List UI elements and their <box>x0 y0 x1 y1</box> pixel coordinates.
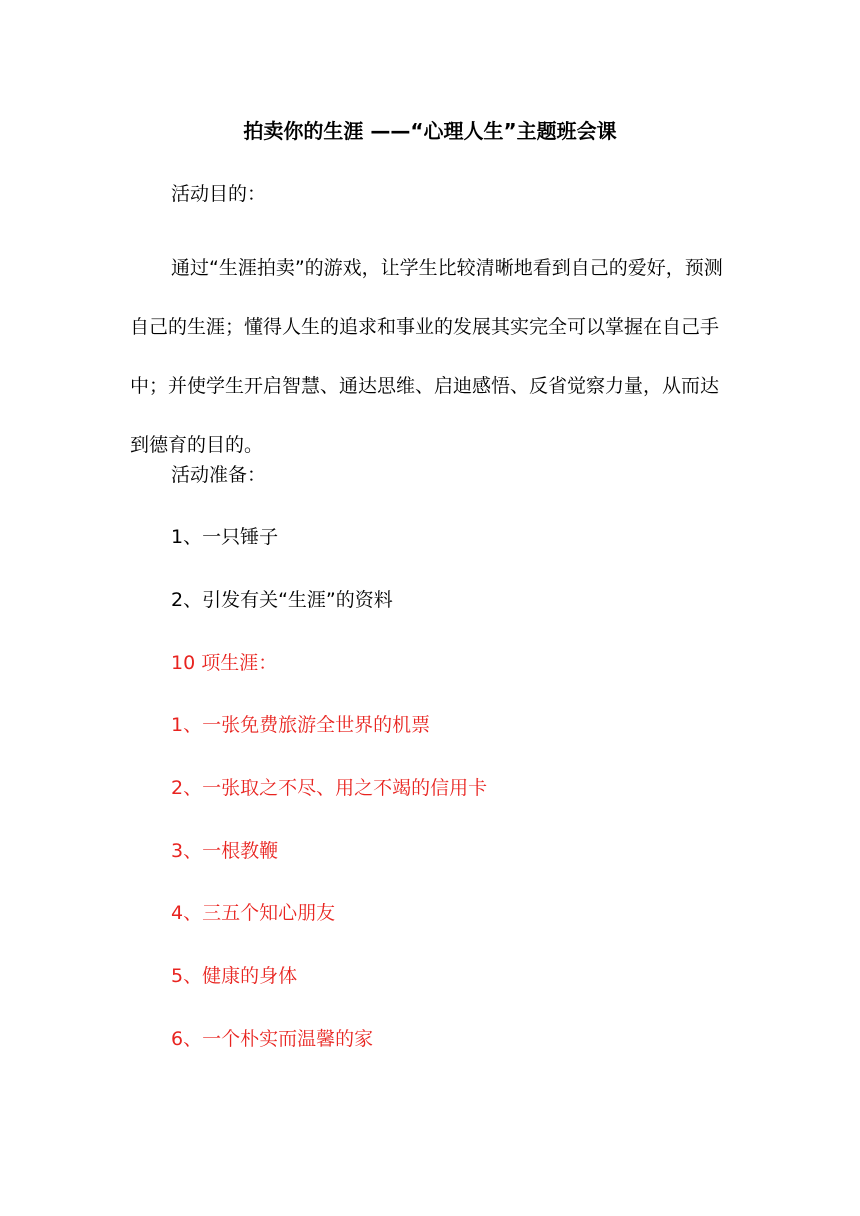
career-item: 2、一张取之不尽、用之不竭的信用卡 <box>171 777 488 799</box>
purpose-paragraph: 通过“生涯拍卖”的游戏，让学生比较清晰地看到自己的爱好，预测自己的生涯；懂得人生的追求和事业的发展其实完全可以掌握在自己手中；并使学生开启智慧、通达思维、启迪感悟、反省觉察力量，从而达到德育的目的。 <box>130 257 723 456</box>
career-item: 5、健康的身体 <box>171 965 298 987</box>
career-item: 3、一根教鞭 <box>171 840 279 862</box>
career-item: 6、一个朴实而温馨的家 <box>171 1028 374 1050</box>
career-item: 4、三五个知心朋友 <box>171 902 336 924</box>
purpose-heading: 活动目的： <box>171 183 267 205</box>
careers-heading: 10 项生涯： <box>171 652 278 674</box>
career-item: 1、一张免费旅游全世界的机票 <box>171 714 431 736</box>
document-title: 拍卖你的生涯 ——“心理人生”主题班会课 <box>243 119 617 143</box>
preparation-heading: 活动准备： <box>171 464 267 486</box>
preparation-item: 2、引发有关“生涯”的资料 <box>171 589 393 611</box>
preparation-item: 1、一只锤子 <box>171 526 279 548</box>
